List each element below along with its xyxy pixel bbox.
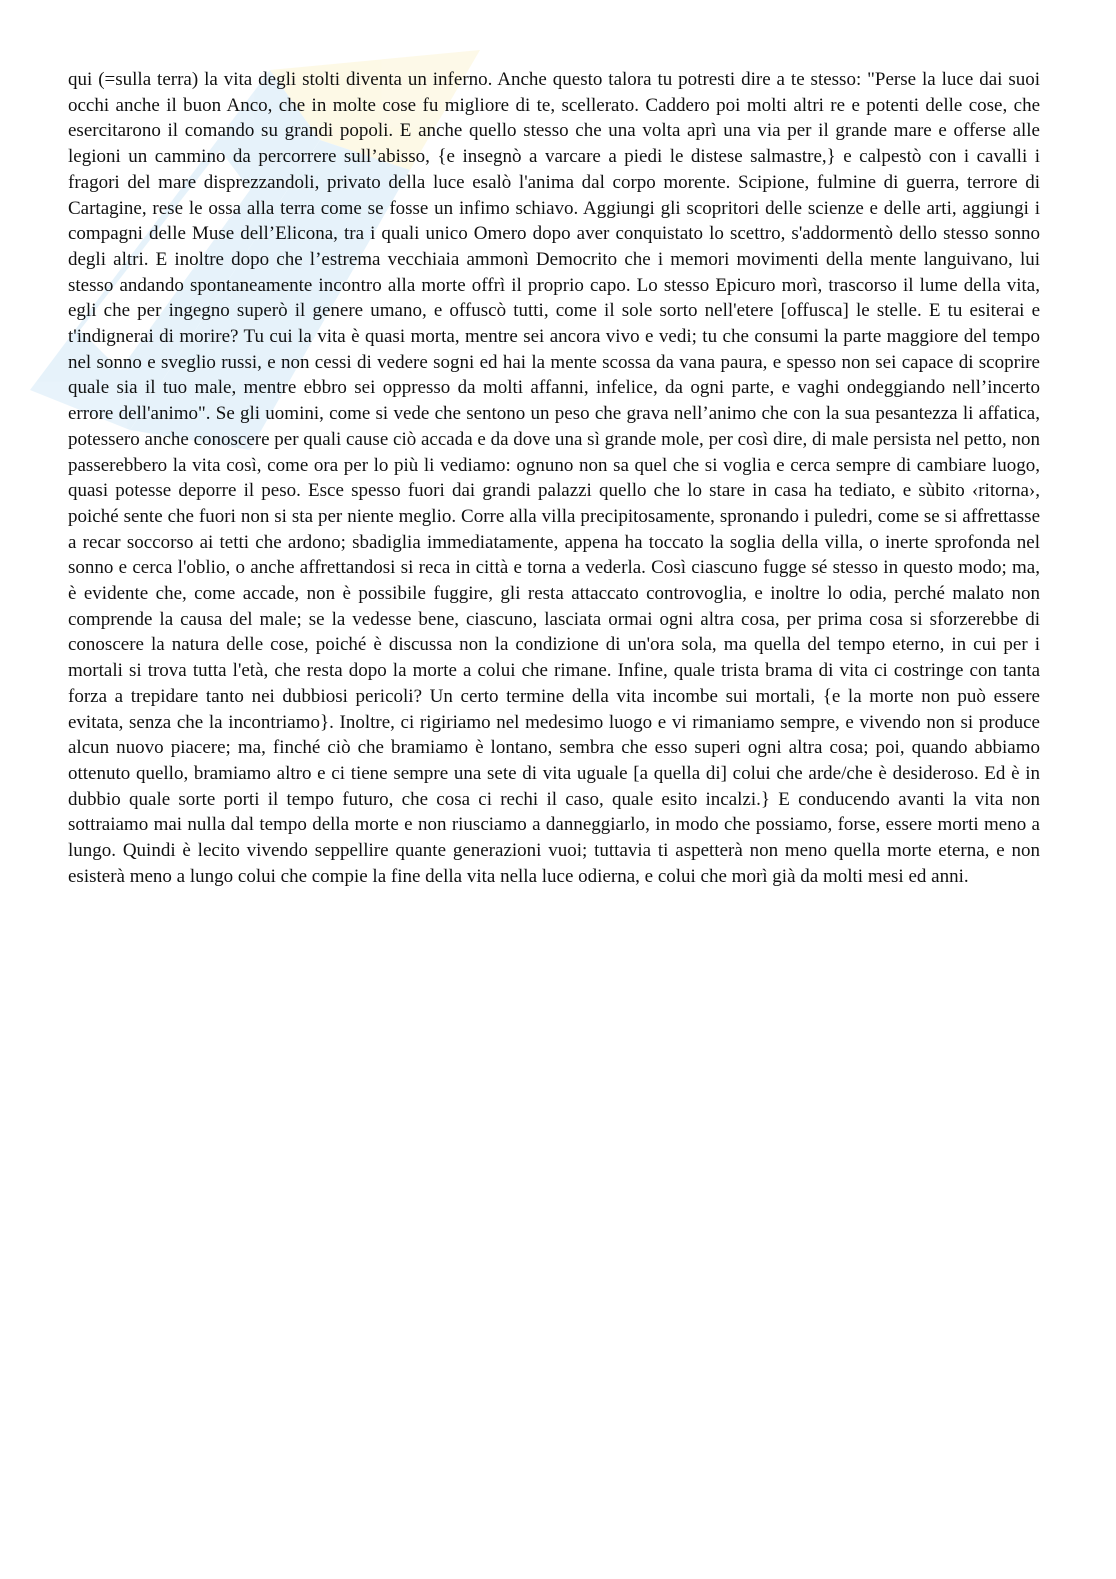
body-paragraph: qui (=sulla terra) la vita degli stolti diventa un inferno. Anche questo talora tu potresti dire a te stesso: "Perse la luce dai suoi occhi anche il buon Anco, che in molte cose fu migliore di te, scellerato. Caddero poi molti altri re e potenti delle cose, che esercitarono il comando su grandi popoli. E anche quello stesso che una volta aprì una via per il grande mare e offerse alle legioni un cammino da percorrere sull’abisso, {e insegnò a varcare a piedi le distese salmastre,} e calpestò con i cavalli i fragori del mare disprezzandoli, privato della luce esalò l'anima dal corpo morente. Scipione, fulmine di guerra, terrore di Cartagine, rese le ossa alla terra come se fosse un infimo schiavo. Aggiungi gli scopritori delle scienze e delle arti, aggiungi i compagni delle Muse dell’Elicona, tra i quali unico Omero dopo aver conquistato lo scettro, s'addormentò dello stesso sonno degli altri. E inoltre dopo che l’estrema vecchiaia ammonì Democrito che i memori movimenti della mente languivano, lui stesso andando spontaneamente incontro alla morte offrì il proprio capo. Lo stesso Epicuro morì, trascorso il lume della vita, egli che per ingegno superò il genere umano, e offuscò tutti, come il sole sorto nell'etere [offusca] le stelle. E tu esiterai e t'indignerai di morire? Tu cui la vita è quasi morta, mentre sei ancora vivo e vedi; tu che consumi la parte maggiore del tempo nel sonno e sveglio russi, e non cessi di vedere sogni ed hai la mente scossa da vana paura, e spesso non sei capace di scoprire quale sia il tuo male, mentre ebbro sei oppresso da molti affanni, infelice, da ogni parte, e vaghi ondeggiando nell’incerto errore dell'animo". Se gli uomini, come si vede che sentono un peso che grava nell’animo che con la sua pesantezza li affatica, potessero anche conoscere per quali cause ciò accada e da dove una sì grande mole, per così dire, di male persista nel petto, non passerebbero la vita così, come ora per lo più li vediamo: ognuno non sa quel che si voglia e cerca sempre di cambiare luogo, quasi potesse deporre il peso. Esce spesso fuori dai grandi palazzi quello che lo stare in casa ha tediato, e sùbito ‹ritorna›, poiché sente che fuori non si sta per niente meglio. Corre alla villa precipitosamente, spronando i puledri, come se si affrettasse a recar soccorso ai tetti che ardono; sbadiglia immediatamente, appena ha toccato la soglia della villa, o inerte sprofonda nel sonno e cerca l'oblio, o anche affrettandosi si reca in città e torna a vederla. Così ciascuno fugge sé stesso in questo modo; ma, è evidente che, come accade, non è possibile fuggire, gli resta attaccato controvoglia, e inoltre lo odia, perché malato non comprende la causa del male; se la vedesse bene, ciascuno, lasciata ormai ogni altra cosa, per prima cosa si sforzerebbe di conoscere la natura delle cose, poiché è discussa non la condizione di un'ora sola, ma quella del tempo eterno, in cui per i mortali si trova tutta l'età, che resta dopo la morte a colui che rimane. Infine, quale trista brama di vita ci costringe con tanta forza a trepidare tanto nei dubbiosi pericoli? Un certo termine della vita incombe sui mortali, {e la morte non può essere evitata, senza che la incontriamo}. Inoltre, ci rigiriamo nel medesimo luogo e vi rimaniamo sempre, e vivendo non si produce alcun nuovo piacere; ma, finché ciò che bramiamo è lontano, sembra che esso superi ogni altra cosa; poi, quando abbiamo ottenuto quello, bramiamo altro e ci tiene sempre una sete di vita uguale [a quella di] colui che arde/che è desideroso. Ed è in dubbio quale sorte porti il tempo futuro, che cosa ci rechi il caso, quale esito incalzi.} E conducendo avanti la vita non sottraiamo mai nulla dal tempo della morte e non riusciamo a danneggiarlo, in modo che possiamo, forse, essere morti meno a lungo. Quindi è lecito vivendo seppellire quante generazioni vuoi; tuttavia ti aspetterà non meno quella morte eterna, e non esisterà meno a lungo colui che compie la fine della vita nella luce odierna, e colui che morì già da molti mesi ed anni. <box>68 69 1040 887</box>
